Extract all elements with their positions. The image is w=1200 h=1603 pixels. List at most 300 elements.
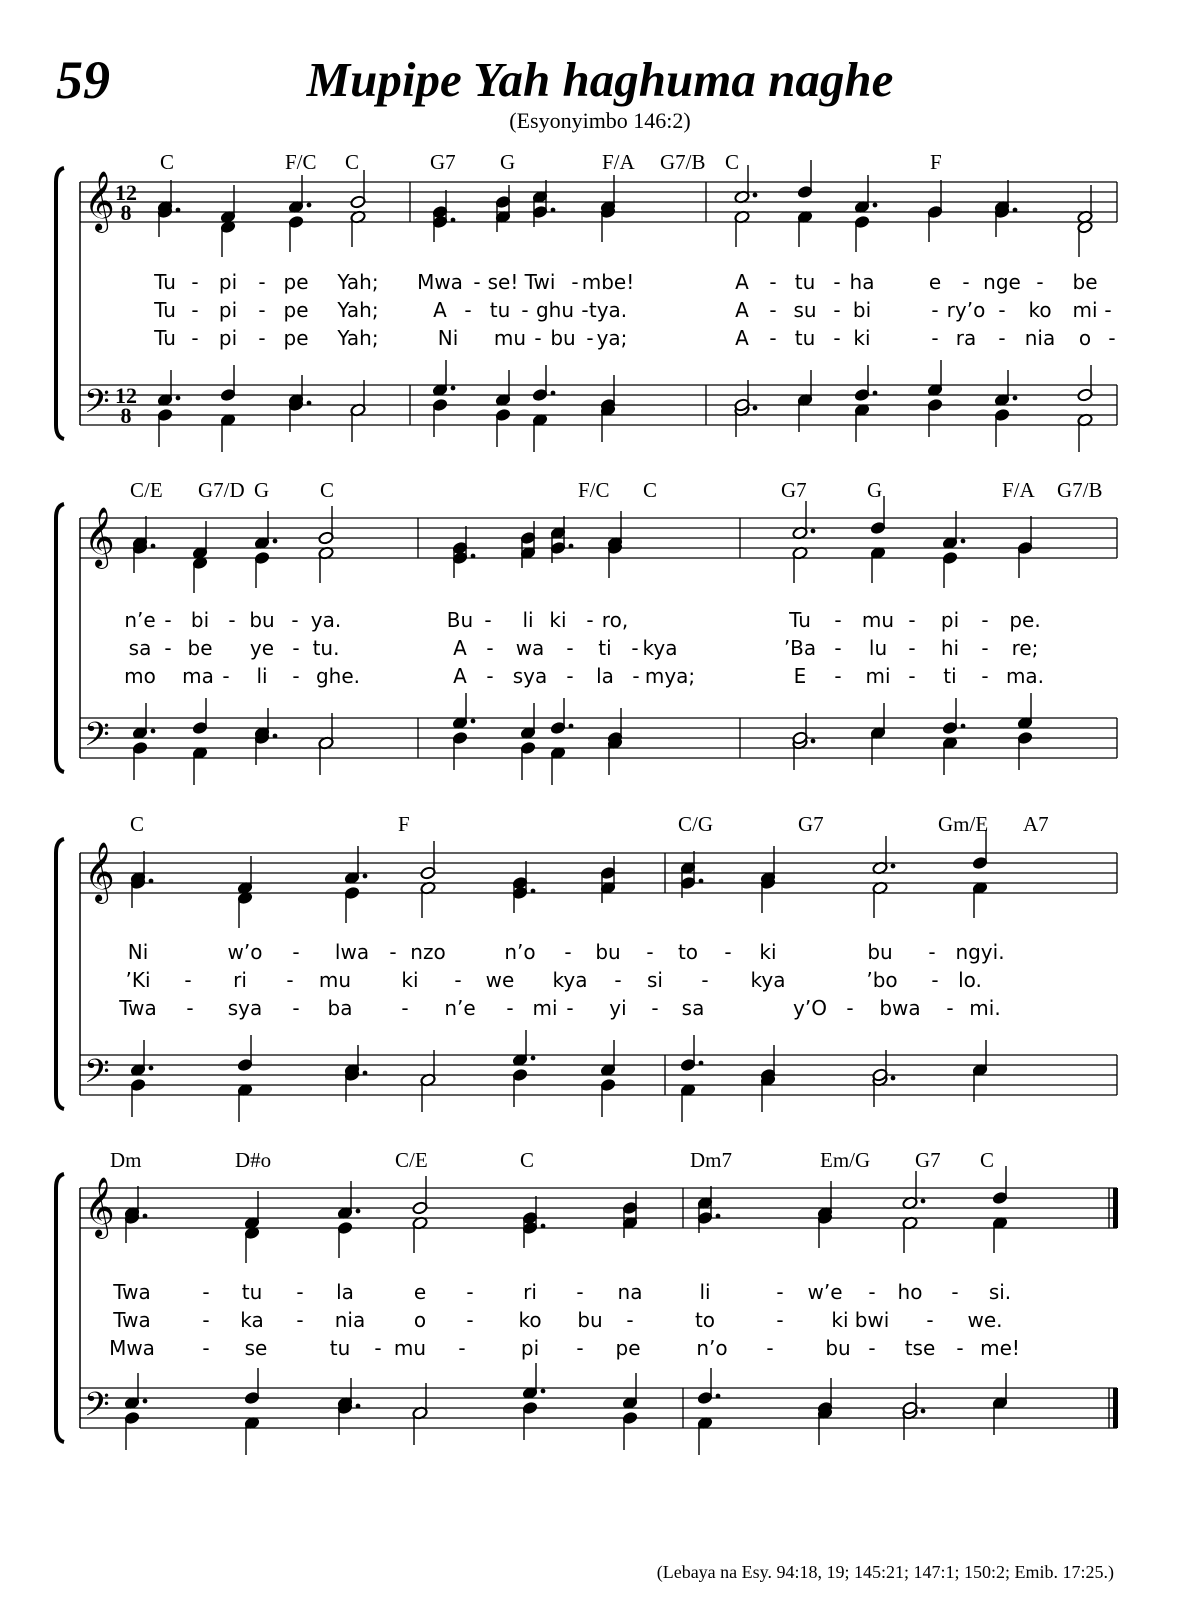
syllable-hyphen: - bbox=[1104, 298, 1112, 322]
lyric-syllable: Yah; bbox=[337, 298, 379, 322]
lyric-syllable: Tu bbox=[154, 298, 176, 322]
syllable-hyphen: - bbox=[586, 326, 594, 350]
augmentation-dot bbox=[149, 879, 154, 884]
syllable-hyphen: - bbox=[466, 1280, 474, 1304]
lyric-syllable: ka bbox=[240, 1308, 264, 1332]
syllable-hyphen: - bbox=[202, 1280, 210, 1304]
syllable-hyphen: - bbox=[454, 968, 462, 992]
syllable-hyphen: - bbox=[486, 664, 494, 688]
bass-clef-icon: 𝄢 bbox=[84, 1053, 110, 1099]
lyric-syllable: ’Ki bbox=[125, 968, 151, 992]
augmentation-dot bbox=[921, 1409, 926, 1414]
hymn-subtitle: (Esyonyimbo 146:2) bbox=[509, 108, 691, 133]
lyric-syllable: ti bbox=[598, 636, 612, 660]
lyric-syllable: la bbox=[596, 664, 614, 688]
chord-symbol: F/C bbox=[578, 478, 610, 502]
chord-symbol: Gm/E bbox=[938, 812, 989, 836]
syllable-hyphen: - bbox=[191, 298, 199, 322]
lyric-syllable: bwa bbox=[879, 996, 921, 1020]
chord-symbol: C/E bbox=[395, 1148, 428, 1172]
bass-staff bbox=[80, 718, 1117, 758]
chord-symbol: G7 bbox=[430, 150, 456, 174]
lyric-syllable: Twi bbox=[524, 270, 556, 294]
augmentation-dot bbox=[356, 1209, 361, 1214]
lyric-syllable: pi bbox=[940, 608, 960, 632]
lyric-syllable: we bbox=[485, 968, 515, 992]
syllable-hyphen: - bbox=[534, 326, 542, 350]
augmentation-dot bbox=[811, 529, 816, 534]
lyric-syllable: tu bbox=[794, 326, 816, 350]
augmentation-dot bbox=[151, 544, 156, 549]
lyric-syllable: sa bbox=[128, 636, 152, 660]
lyric-syllable: tu. bbox=[312, 636, 340, 660]
lyric-syllable: ’bo bbox=[866, 968, 898, 992]
syllable-hyphen: - bbox=[184, 968, 192, 992]
chord-symbol: C/E bbox=[130, 478, 163, 502]
treble-staff bbox=[80, 853, 1117, 893]
lyric-syllable: A bbox=[735, 298, 749, 322]
syllable-hyphen: - bbox=[833, 270, 841, 294]
lyric-syllable: mo bbox=[124, 664, 156, 688]
lyric-syllable: mu bbox=[318, 968, 352, 992]
lyric-syllable: bu bbox=[595, 940, 621, 964]
treble-clef-icon: 𝄞 bbox=[84, 171, 115, 231]
lyric-syllable: ya; bbox=[596, 326, 628, 350]
augmentation-dot bbox=[699, 879, 704, 884]
lyric-syllable: ha bbox=[849, 270, 875, 294]
lyric-syllable: to bbox=[677, 940, 699, 964]
lyric-syllable: mya; bbox=[644, 664, 696, 688]
lyric-syllable: ma bbox=[182, 664, 214, 688]
lyric-syllable: na bbox=[617, 1280, 643, 1304]
syllable-hyphen: - bbox=[202, 1308, 210, 1332]
bass-clef-icon: 𝄢 bbox=[84, 383, 110, 429]
syllable-hyphen: - bbox=[258, 326, 266, 350]
hymn-title: Mupipe Yah haghuma naghe bbox=[306, 52, 894, 107]
lyric-syllable: nia bbox=[334, 1308, 366, 1332]
syllable-hyphen: - bbox=[458, 1336, 466, 1360]
lyric-verse-3 bbox=[0, 996, 1200, 1026]
augmentation-dot bbox=[149, 1066, 154, 1071]
augmentation-dot bbox=[471, 719, 476, 724]
chord-symbol: C bbox=[160, 150, 175, 174]
chord-symbol: Em/G bbox=[820, 1148, 871, 1172]
scripture-references: (Lebaya na Esy. 94:18, 19; 145:21; 147:1; 150:2; Emib. 17:25.) bbox=[656, 1562, 1114, 1582]
chord-symbol: D#o bbox=[235, 1148, 272, 1172]
lyric-syllable: e bbox=[413, 1280, 427, 1304]
lyric-syllable: ho bbox=[897, 1280, 923, 1304]
lyric-syllable: wa bbox=[515, 636, 545, 660]
lyric-syllable: ye bbox=[249, 636, 275, 660]
augmentation-dot bbox=[551, 208, 556, 213]
syllable-hyphen: - bbox=[931, 298, 939, 322]
lyric-verse-2 bbox=[0, 1308, 1200, 1338]
time-signature-numerator: 12 bbox=[115, 383, 137, 408]
syllable-hyphen: - bbox=[646, 940, 654, 964]
chord-symbol: C bbox=[520, 1148, 535, 1172]
lyric-syllable: pe. bbox=[1009, 608, 1041, 632]
lyric-syllable: bu bbox=[550, 326, 576, 350]
lyric-syllable: y’O bbox=[793, 996, 827, 1020]
lyric-syllable: lo. bbox=[958, 968, 982, 992]
syllable-hyphen: - bbox=[868, 1336, 876, 1360]
augmentation-dot bbox=[716, 1394, 721, 1399]
syllable-hyphen: - bbox=[908, 608, 916, 632]
lyric-syllable: lwa bbox=[334, 940, 370, 964]
augmentation-dot bbox=[873, 391, 878, 396]
lyric-syllable: ’Ba bbox=[783, 636, 817, 660]
lyric-syllable: pe bbox=[283, 270, 309, 294]
augmentation-dot bbox=[451, 386, 456, 391]
syllable-hyphen: - bbox=[286, 968, 294, 992]
augmentation-dot bbox=[151, 729, 156, 734]
chord-symbol: G7/B bbox=[660, 150, 706, 174]
syllable-hyphen: - bbox=[564, 940, 572, 964]
lyric-syllable: kya bbox=[552, 968, 588, 992]
syllable-hyphen: - bbox=[401, 996, 409, 1020]
lyric-syllable: ngyi. bbox=[955, 940, 1005, 964]
lyric-syllable: tu bbox=[489, 298, 511, 322]
lyric-syllable: e bbox=[928, 270, 942, 294]
lyric-syllable: ki bbox=[831, 1308, 849, 1332]
syllable-hyphen: - bbox=[186, 996, 194, 1020]
lyric-verse-3 bbox=[0, 664, 1200, 694]
lyric-syllable: we. bbox=[967, 1308, 1003, 1332]
syllable-hyphen: - bbox=[626, 1308, 634, 1332]
lyric-syllable: li bbox=[256, 664, 268, 688]
augmentation-dot bbox=[307, 401, 312, 406]
syllable-hyphen: - bbox=[191, 270, 199, 294]
lyric-verse-1 bbox=[0, 608, 1200, 638]
lyric-syllable: Twa bbox=[119, 996, 157, 1020]
syllable-hyphen: - bbox=[908, 664, 916, 688]
chord-symbol: G7 bbox=[781, 478, 807, 502]
treble-clef-icon: 𝄞 bbox=[84, 842, 115, 902]
lyric-syllable: Yah; bbox=[337, 326, 379, 350]
chord-symbol: F bbox=[930, 150, 942, 174]
lyric-syllable: mu bbox=[861, 608, 895, 632]
syllable-hyphen: - bbox=[292, 664, 300, 688]
lyric-syllable: pi bbox=[520, 1336, 540, 1360]
hymn-number: 59 bbox=[56, 50, 110, 110]
lyric-syllable: ki bbox=[759, 940, 777, 964]
lyric-syllable: Ni bbox=[437, 326, 459, 350]
augmentation-dot bbox=[873, 203, 878, 208]
syllable-hyphen: - bbox=[566, 996, 574, 1020]
lyric-syllable: n’o bbox=[504, 940, 536, 964]
lyric-syllable: mbe! bbox=[581, 270, 635, 294]
syllable-hyphen: - bbox=[222, 664, 230, 688]
lyric-syllable: bu bbox=[825, 1336, 851, 1360]
syllable-hyphen: - bbox=[464, 298, 472, 322]
syllable-hyphen: - bbox=[586, 608, 594, 632]
lyric-syllable: ri bbox=[233, 968, 247, 992]
syllable-hyphen: - bbox=[956, 1336, 964, 1360]
syllable-hyphen: - bbox=[769, 326, 777, 350]
syllable-hyphen: - bbox=[292, 636, 300, 660]
augmentation-dot bbox=[176, 208, 181, 213]
lyric-syllable: bu bbox=[249, 608, 275, 632]
lyric-syllable: w’e bbox=[807, 1280, 843, 1304]
syllable-hyphen: - bbox=[931, 326, 939, 350]
augmentation-dot bbox=[541, 1224, 546, 1229]
treble-clef-icon: 𝄞 bbox=[84, 507, 115, 567]
syllable-hyphen: - bbox=[951, 1280, 959, 1304]
lyric-syllable: ro, bbox=[601, 608, 629, 632]
syllable-hyphen: - bbox=[651, 996, 659, 1020]
lyric-syllable: bi bbox=[852, 298, 872, 322]
final-bar-thick bbox=[1113, 1388, 1118, 1428]
augmentation-dot bbox=[176, 396, 181, 401]
lyric-syllable: ko bbox=[518, 1308, 542, 1332]
syllable-hyphen: - bbox=[576, 1280, 584, 1304]
lyric-syllable: Tu bbox=[154, 326, 176, 350]
syllable-hyphen: - bbox=[776, 1308, 784, 1332]
syllable-hyphen: - bbox=[981, 664, 989, 688]
lyric-syllable: ghu bbox=[535, 298, 575, 322]
chord-symbol: C bbox=[643, 478, 658, 502]
chord-symbol: F/A bbox=[602, 150, 635, 174]
augmentation-dot bbox=[143, 1214, 148, 1219]
syllable-hyphen: - bbox=[724, 940, 732, 964]
syllable-hyphen: - bbox=[484, 608, 492, 632]
lyric-syllable: o bbox=[413, 1308, 427, 1332]
lyric-syllable: ki bbox=[401, 968, 419, 992]
lyric-verse-3 bbox=[0, 1336, 1200, 1366]
syllable-hyphen: - bbox=[1036, 270, 1044, 294]
syllable-hyphen: - bbox=[631, 636, 639, 660]
syllable-hyphen: - bbox=[486, 636, 494, 660]
syllable-hyphen: - bbox=[981, 608, 989, 632]
syllable-hyphen: - bbox=[701, 968, 709, 992]
augmentation-dot bbox=[451, 218, 456, 223]
lyric-syllable: Tu bbox=[789, 608, 811, 632]
syllable-hyphen: - bbox=[834, 664, 842, 688]
lyrics-block bbox=[0, 608, 1200, 708]
augmentation-dot bbox=[1013, 208, 1018, 213]
lyric-syllable: bwi bbox=[854, 1308, 890, 1332]
treble-clef-icon: 𝄞 bbox=[84, 1177, 115, 1237]
lyric-verse-3 bbox=[0, 326, 1200, 356]
augmentation-dot bbox=[541, 1389, 546, 1394]
lyric-syllable: A bbox=[433, 298, 447, 322]
time-signature-numerator: 12 bbox=[115, 180, 137, 205]
syllable-hyphen: - bbox=[981, 636, 989, 660]
chord-symbol: G7/B bbox=[1057, 478, 1103, 502]
lyric-syllable: kya bbox=[750, 968, 786, 992]
syllable-hyphen: - bbox=[928, 940, 936, 964]
syllable-hyphen: - bbox=[292, 996, 300, 1020]
lyric-syllable: pe bbox=[283, 326, 309, 350]
syllable-hyphen: - bbox=[833, 298, 841, 322]
syllable-hyphen: - bbox=[473, 270, 481, 294]
lyric-syllable: ki bbox=[853, 326, 871, 350]
augmentation-dot bbox=[569, 724, 574, 729]
treble-staff bbox=[80, 1188, 1117, 1228]
lyric-syllable: n’e bbox=[124, 608, 156, 632]
chord-symbol: G7 bbox=[915, 1148, 941, 1172]
syllable-hyphen: - bbox=[776, 1280, 784, 1304]
lyric-syllable: mi bbox=[532, 996, 558, 1020]
lyric-syllable: nia bbox=[1024, 326, 1056, 350]
chord-symbol: C bbox=[725, 150, 740, 174]
syllable-hyphen: - bbox=[258, 270, 266, 294]
syllable-hyphen: - bbox=[566, 664, 574, 688]
augmentation-dot bbox=[363, 874, 368, 879]
syllable-hyphen: - bbox=[946, 996, 954, 1020]
lyric-syllable: Mwa bbox=[109, 1336, 155, 1360]
syllable-hyphen: - bbox=[389, 940, 397, 964]
lyric-syllable: tu bbox=[329, 1336, 351, 1360]
lyric-syllable: se! bbox=[487, 270, 519, 294]
lyric-syllable: mu bbox=[393, 1336, 427, 1360]
chord-symbol: C bbox=[320, 478, 335, 502]
lyric-syllable: ma. bbox=[1005, 664, 1045, 688]
lyric-syllable: si. bbox=[988, 1280, 1012, 1304]
lyric-syllable: se bbox=[244, 1336, 268, 1360]
syllable-hyphen: - bbox=[614, 968, 622, 992]
lyric-syllable: Bu bbox=[446, 608, 474, 632]
bass-clef-icon: 𝄢 bbox=[84, 716, 110, 762]
lyric-verse-1 bbox=[0, 270, 1200, 300]
lyric-syllable: Mwa bbox=[417, 270, 463, 294]
lyric-syllable: yi bbox=[609, 996, 627, 1020]
syllable-hyphen: - bbox=[571, 270, 579, 294]
lyric-verse-1 bbox=[0, 1280, 1200, 1310]
syllable-hyphen: - bbox=[258, 298, 266, 322]
chord-symbol: F bbox=[398, 812, 410, 836]
lyric-syllable: Ni bbox=[127, 940, 149, 964]
lyric-syllable: la bbox=[336, 1280, 354, 1304]
lyric-syllable: ri bbox=[523, 1280, 537, 1304]
chord-symbol: G bbox=[500, 150, 516, 174]
lyric-syllable: ba bbox=[327, 996, 353, 1020]
syllable-hyphen: - bbox=[466, 1308, 474, 1332]
syllable-hyphen: - bbox=[769, 270, 777, 294]
syllable-hyphen: - bbox=[769, 298, 777, 322]
syllable-hyphen: - bbox=[291, 608, 299, 632]
lyric-syllable: be bbox=[187, 636, 213, 660]
syllable-hyphen: - bbox=[931, 968, 939, 992]
augmentation-dot bbox=[699, 1061, 704, 1066]
treble-staff bbox=[80, 182, 1117, 222]
augmentation-dot bbox=[753, 193, 758, 198]
augmentation-dot bbox=[273, 734, 278, 739]
final-bar-thick bbox=[1113, 1188, 1118, 1228]
augmentation-dot bbox=[961, 539, 966, 544]
augmentation-dot bbox=[307, 203, 312, 208]
augmentation-dot bbox=[569, 544, 574, 549]
chord-symbol: Dm bbox=[110, 1148, 142, 1172]
lyric-syllable: ya. bbox=[310, 608, 342, 632]
lyric-syllable: Tu bbox=[154, 270, 176, 294]
lyric-syllable: A bbox=[453, 636, 467, 660]
syllable-hyphen: - bbox=[998, 326, 1006, 350]
lyric-syllable: A bbox=[453, 664, 467, 688]
lyric-syllable: A bbox=[735, 270, 749, 294]
augmentation-dot bbox=[551, 391, 556, 396]
lyric-syllable: Twa bbox=[113, 1280, 151, 1304]
lyric-syllable: Yah; bbox=[337, 270, 379, 294]
lyric-syllable: mi bbox=[1072, 298, 1098, 322]
lyric-syllable: ti bbox=[943, 664, 957, 688]
lyric-syllable: ko bbox=[1028, 298, 1052, 322]
augmentation-dot bbox=[891, 864, 896, 869]
lyric-syllable: re; bbox=[1011, 636, 1039, 660]
lyric-verse-2 bbox=[0, 636, 1200, 666]
lyric-syllable: A bbox=[735, 326, 749, 350]
lyric-syllable: bu bbox=[577, 1308, 603, 1332]
lyric-syllable: tu bbox=[241, 1280, 263, 1304]
syllable-hyphen: - bbox=[834, 608, 842, 632]
bass-staff bbox=[80, 1388, 1117, 1428]
bass-staff bbox=[80, 1055, 1117, 1095]
augmentation-dot bbox=[143, 1399, 148, 1404]
syllable-hyphen: - bbox=[374, 1336, 382, 1360]
lyric-syllable: ki bbox=[549, 608, 567, 632]
lyric-syllable: mi bbox=[865, 664, 891, 688]
lyric-syllable: ghe. bbox=[315, 664, 361, 688]
syllable-hyphen: - bbox=[506, 996, 514, 1020]
lyric-syllable: n’e bbox=[444, 996, 476, 1020]
syllable-hyphen: - bbox=[962, 270, 970, 294]
syllable-hyphen: - bbox=[834, 636, 842, 660]
syllable-hyphen: - bbox=[581, 298, 589, 322]
lyric-syllable: sya bbox=[512, 664, 548, 688]
syllable-hyphen: - bbox=[228, 608, 236, 632]
lyric-verse-2 bbox=[0, 298, 1200, 328]
lyric-syllable: bu bbox=[867, 940, 893, 964]
chord-symbol: C bbox=[130, 812, 145, 836]
syllable-hyphen: - bbox=[566, 636, 574, 660]
lyric-syllable: sya bbox=[227, 996, 263, 1020]
augmentation-dot bbox=[1013, 396, 1018, 401]
lyrics-block bbox=[0, 270, 1200, 370]
lyric-syllable: pe bbox=[615, 1336, 641, 1360]
augmentation-dot bbox=[921, 1199, 926, 1204]
chord-symbol: Dm7 bbox=[690, 1148, 732, 1172]
chord-symbol: G7 bbox=[798, 812, 824, 836]
syllable-hyphen: - bbox=[521, 298, 529, 322]
syllable-hyphen: - bbox=[833, 326, 841, 350]
lyric-syllable: w’o bbox=[227, 940, 263, 964]
syllable-hyphen: - bbox=[868, 1280, 876, 1304]
lyric-syllable: tse bbox=[904, 1336, 936, 1360]
lyric-syllable: su bbox=[793, 298, 817, 322]
augmentation-dot bbox=[753, 406, 758, 411]
lyric-syllable: hi bbox=[940, 636, 960, 660]
augmentation-dot bbox=[716, 1214, 721, 1219]
syllable-hyphen: - bbox=[998, 298, 1006, 322]
chord-symbol: F/C bbox=[285, 150, 317, 174]
syllable-hyphen: - bbox=[632, 664, 640, 688]
lyric-verse-2 bbox=[0, 968, 1200, 998]
time-signature-denominator: 8 bbox=[120, 403, 132, 428]
syllable-hyphen: - bbox=[191, 326, 199, 350]
lyrics-block bbox=[0, 940, 1200, 1040]
syllable-hyphen: - bbox=[1108, 326, 1116, 350]
chord-symbol: C bbox=[980, 1148, 995, 1172]
augmentation-dot bbox=[961, 724, 966, 729]
lyric-syllable: ra bbox=[955, 326, 977, 350]
lyric-syllable: me! bbox=[980, 1336, 1020, 1360]
lyric-syllable: bi bbox=[190, 608, 210, 632]
syllable-hyphen: - bbox=[202, 1336, 210, 1360]
lyric-syllable: tu bbox=[794, 270, 816, 294]
lyric-syllable: be bbox=[1072, 270, 1098, 294]
lyrics-block bbox=[0, 1280, 1200, 1380]
augmentation-dot bbox=[471, 554, 476, 559]
